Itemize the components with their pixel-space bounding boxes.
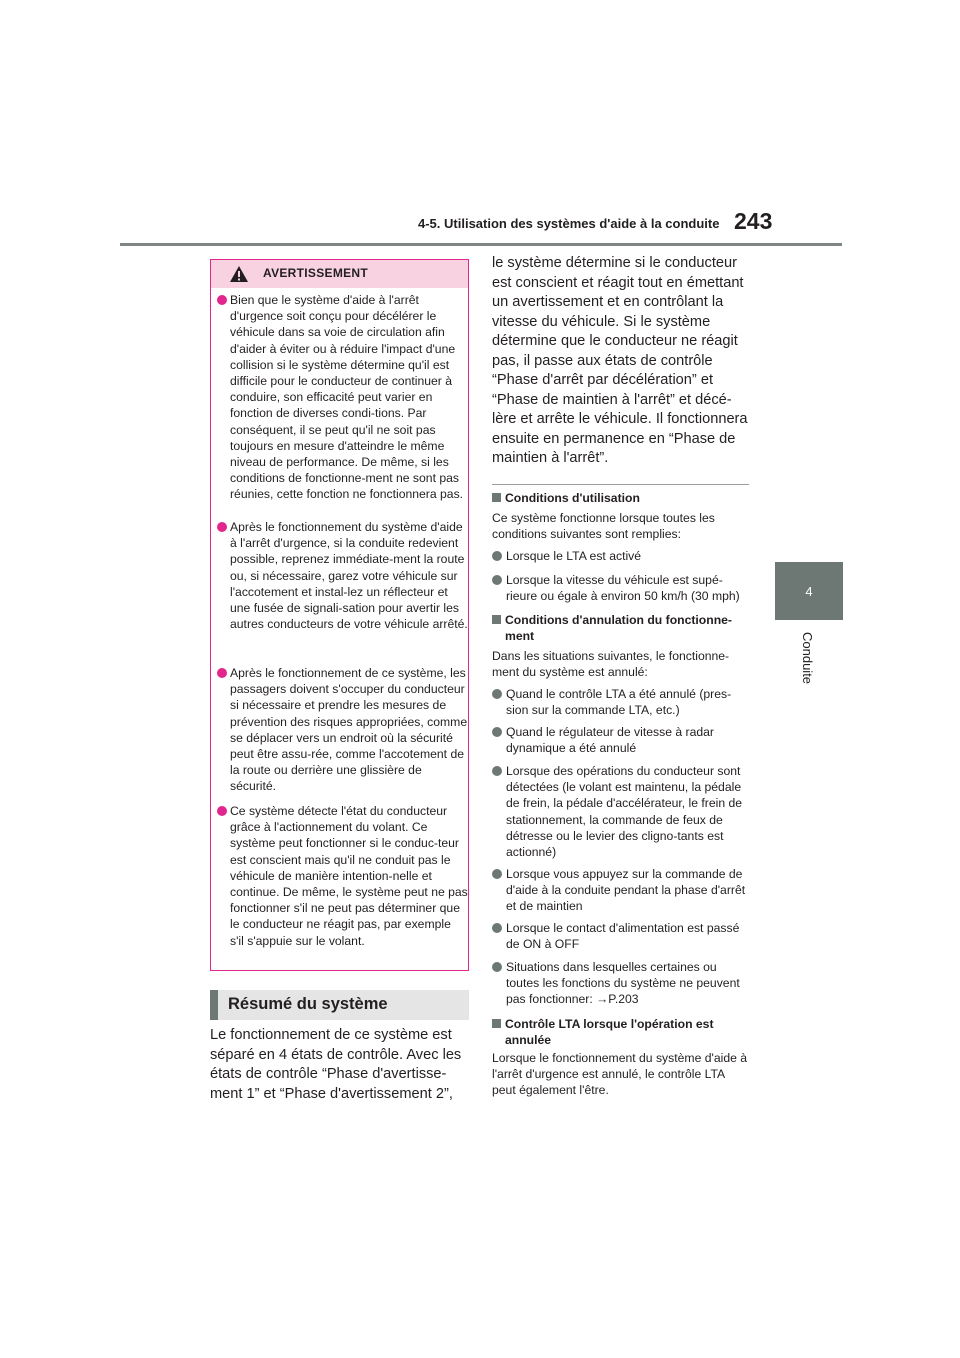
header-rule	[120, 243, 842, 246]
resume-continued: le système détermine si le conducteur est conscient et réagit tout en émettant un avertissement et en contrôlant la vitesse du véhicule. Si le système détermine que le conducteur ne réagit pas, il passe aux états de contrôle “Phase d'arrêt par décélération” et “Phase de maintien à l'arrêt” et décé-lère et arrête le véhicule. Il fonctionnera ensuite en permanence en “Phase de maintien à l'arrêt”.	[492, 255, 748, 466]
bullet-icon	[492, 575, 502, 585]
warning-title: AVERTISSEMENT	[263, 266, 369, 280]
bullet-icon	[217, 522, 227, 532]
list-item-text: Lorsque le LTA est activé	[506, 549, 642, 563]
bullet-icon	[217, 668, 227, 678]
square-bullet-icon	[492, 1019, 501, 1028]
subheading-text: Contrôle LTA lorsque l'opération est annulée	[505, 1017, 714, 1048]
separator-rule	[492, 484, 749, 485]
list-item-text: Lorsque des opérations du conducteur sont détectées (le volant est maintenu, la pédale de frein, la pédale d'accélérateur, le frein de stationnement, la commande de feux de détresse ou le levier des cligno-tants est actionné)	[506, 764, 743, 860]
square-bullet-icon	[492, 493, 501, 502]
paragraph-text: Ce système fonctionne lorsque toutes les conditions suivantes sont remplies:	[492, 511, 715, 542]
bullet-icon	[492, 869, 502, 879]
chapter-number: 4	[805, 584, 813, 599]
warning-triangle-icon	[229, 265, 249, 283]
warning-header	[211, 260, 468, 288]
list-item-text: Lorsque le contact d'alimentation est passé de ON à OFF	[506, 921, 740, 952]
square-bullet-icon	[492, 615, 501, 624]
bullet-icon	[492, 962, 502, 972]
chapter-label: Conduite	[800, 632, 815, 685]
heading-accent	[210, 990, 218, 1020]
bullet-icon	[492, 923, 502, 933]
subheading-text: Conditions d'annulation du fonctionne-ment	[505, 613, 732, 644]
warning-item-text: Après le fonctionnement du système d'aide à l'arrêt d'urgence, si la conduite redevient possible, reprenez immédiate-ment la route ou, si nécessaire, garez votre véhicule sur l'accotement et instal-lez un réflecteur et une fusée de signali-sation pour avertir les autres conducteurs de votre véhicule arrêté.	[230, 520, 468, 632]
bullet-icon	[217, 295, 227, 305]
subheading-text: Conditions d'utilisation	[505, 491, 640, 505]
list-item-text: Lorsque vous appuyez sur la commande de d'aide à la conduite pendant la phase d'arrêt et de maintien	[506, 867, 746, 914]
bullet-icon	[492, 551, 502, 561]
bullet-icon	[492, 689, 502, 699]
chapter-tab	[775, 562, 843, 620]
warning-box	[210, 259, 469, 971]
bullet-icon	[492, 766, 502, 776]
list-item-text: Quand le contrôle LTA a été annulé (pres-sion sur la commande LTA, etc.)	[506, 687, 732, 718]
section-heading-bar	[210, 990, 469, 1020]
resume-intro: Le fonctionnement de ce système est séparé en 4 états de contrôle. Avec les états de contrôle “Phase d'avertisse-ment 1” et “Phase d'avertissement 2”,	[210, 1027, 462, 1102]
page-number: 243	[734, 208, 773, 234]
section-title: 4-5. Utilisation des systèmes d'aide à la conduite	[418, 216, 720, 231]
list-item-text: Quand le régulateur de vitesse à radar dynamique a été annulé	[506, 725, 714, 756]
paragraph-text: Lorsque le fonctionnement du système d'aide à l'arrêt d'urgence est annulé, le contrôle LTA peut également l'être.	[492, 1051, 748, 1098]
list-item-text: Situations dans lesquelles certaines ou toutes les fonctions du système ne peuvent pas fonctionner: →P.203	[506, 960, 740, 1007]
bullet-icon	[492, 727, 502, 737]
paragraph-text: Dans les situations suivantes, le fonctionne-ment du système est annulé:	[492, 649, 730, 680]
section-heading: Résumé du système	[228, 995, 388, 1013]
bullet-icon	[217, 806, 227, 816]
warning-item-text: Ce système détecte l'état du conducteur grâce à l'actionnement du volant. Ce système peut fonctionner si le conduc-teur est conscient mais qu'il ne conduit pas le véhicule de manière intention-nelle et continue. De même, le système peut ne pas fonctionner s'il ne peut pas déterminer que le conducteur ne réagit pas, par exemple s'il s'appuie sur le volant.	[230, 804, 468, 948]
list-item-text: Lorsque la vitesse du véhicule est supé-rieure ou égale à environ 50 km/h (30 mph)	[506, 573, 740, 604]
warning-item-text: Bien que le système d'aide à l'arrêt d'urgence soit conçu pour décélérer le véhicule dans sa voie de circulation afin d'aider à éviter ou à réduire l'impact d'une collision si le système détermine qu'il est difficile pour le conducteur de continuer à conduire, son efficacité peut varier en fonction de diverses condi-tions. Par conséquent, il se peut qu'il ne soit pas toujours en mesure d'atteindre le même niveau de performance. De même, si les conditions de fonctionne-ment ne sont pas réunies, cette fonction ne fonctionnera pas.	[230, 293, 464, 502]
warning-item-text: Après le fonctionnement de ce système, les passagers doivent s'occuper du conducteur si nécessaire et prendre les mesures de prévention des risques appropriées, comme se déplacer vers un endroit où la sécurité peut être assu-rée, comme l'accotement de la route ou derrière une glissière de sécurité.	[230, 666, 468, 794]
